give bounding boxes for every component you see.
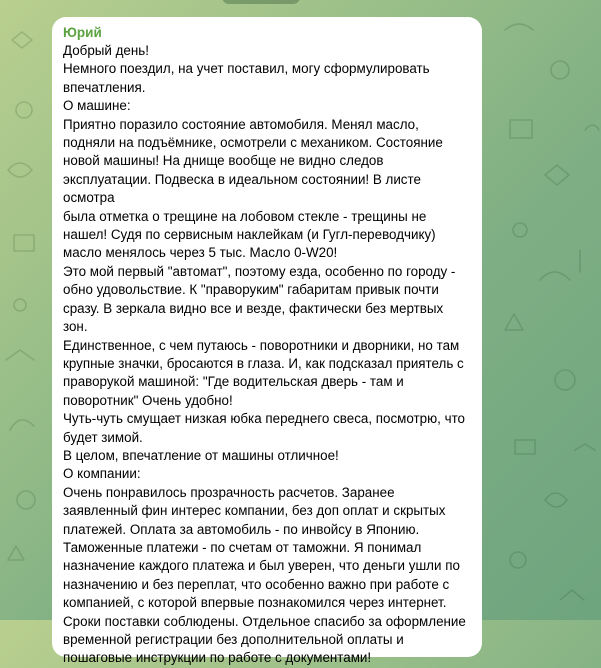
message-line: О машине:	[63, 98, 131, 114]
message-line: подняли на подъёмнике, осмотрели с механиком. Состояние	[63, 135, 443, 151]
date-pill	[222, 0, 300, 4]
message-line: масло менялось через 5 тыс. Масло 0-W20!	[63, 245, 338, 261]
message-line: Таможенные платежи - по счетам от таможни. Я понимал	[63, 539, 422, 555]
message-line: обно удовольствие. К "праворуким" габаритам привык почти	[63, 282, 439, 298]
message-line: заявленный фин интерес компании, без доп оплат и скрытых	[63, 503, 446, 519]
message-line: поворотник" Очень удобно!	[63, 392, 233, 408]
message-line: Единственное, с чем путаюсь - поворотники и дворники, но там	[63, 337, 460, 353]
message-line: О компании:	[63, 466, 141, 482]
message-line: В целом, впечатление от машины отличное!	[63, 447, 339, 463]
message-line: впечатления.	[63, 79, 146, 95]
message-line: будет зимой.	[63, 429, 143, 445]
message-line: платежей. Оплата за автомобиль - по инвойсу в Японию.	[63, 521, 420, 537]
sender-name[interactable]: Юрий	[63, 25, 102, 40]
message-line: была отметка о трещине на лобовом стекле - трещины не	[63, 208, 427, 224]
message-line: пошаговые инструкции по работе с документами!	[63, 650, 372, 666]
message-line: сразу. В зеркала видно все и везде, фактически без мертвых зон.	[63, 300, 447, 335]
message-line: Добрый день!	[63, 43, 149, 58]
message-line: Это мой первый "автомат", поэтому езда, особенно по городу -	[63, 263, 456, 279]
message-line: новой машины! На днище вообще не видно следов	[63, 153, 384, 169]
message-line: праворукой машиной: "Где водительская дверь - там и	[63, 374, 404, 390]
message-line: назначение каждого платежа и был уверен, что деньги ушли по	[63, 558, 460, 574]
message-bubble[interactable]	[52, 17, 482, 666]
message-line: Сроки поставки соблюдены. Отдельное спасибо за оформление	[63, 613, 466, 629]
message-line: крупные значки, бросаются в глаза. И, как подсказал приятель с	[63, 355, 464, 371]
message-line: временной регистрации без дополнительной оплаты и	[63, 632, 404, 647]
message-text	[63, 42, 470, 668]
message-line: Чуть-чуть смущает низкая юбка переднего свеса, посмотрю, что	[63, 411, 465, 427]
message-line: Приятно поразило состояние автомобиля. Менял масло,	[63, 116, 419, 132]
message-line: назначению и без переплат, что особенно важно при работе с	[63, 576, 450, 592]
message-line: компанией, с которой впервые познакомился через интернет.	[63, 595, 447, 611]
message-line: Немного поездил, на учет поставил, могу сформулировать	[63, 61, 430, 77]
message-line: эксплуатации. Подвеска в идеальном состоянии! В листе осмотра	[63, 171, 425, 206]
message-line: нашел! Судя по сервисным наклейкам (и Гугл-переводчику)	[63, 227, 436, 243]
message-line: Очень понравилось прозрачность расчетов. Заранее	[63, 484, 395, 500]
